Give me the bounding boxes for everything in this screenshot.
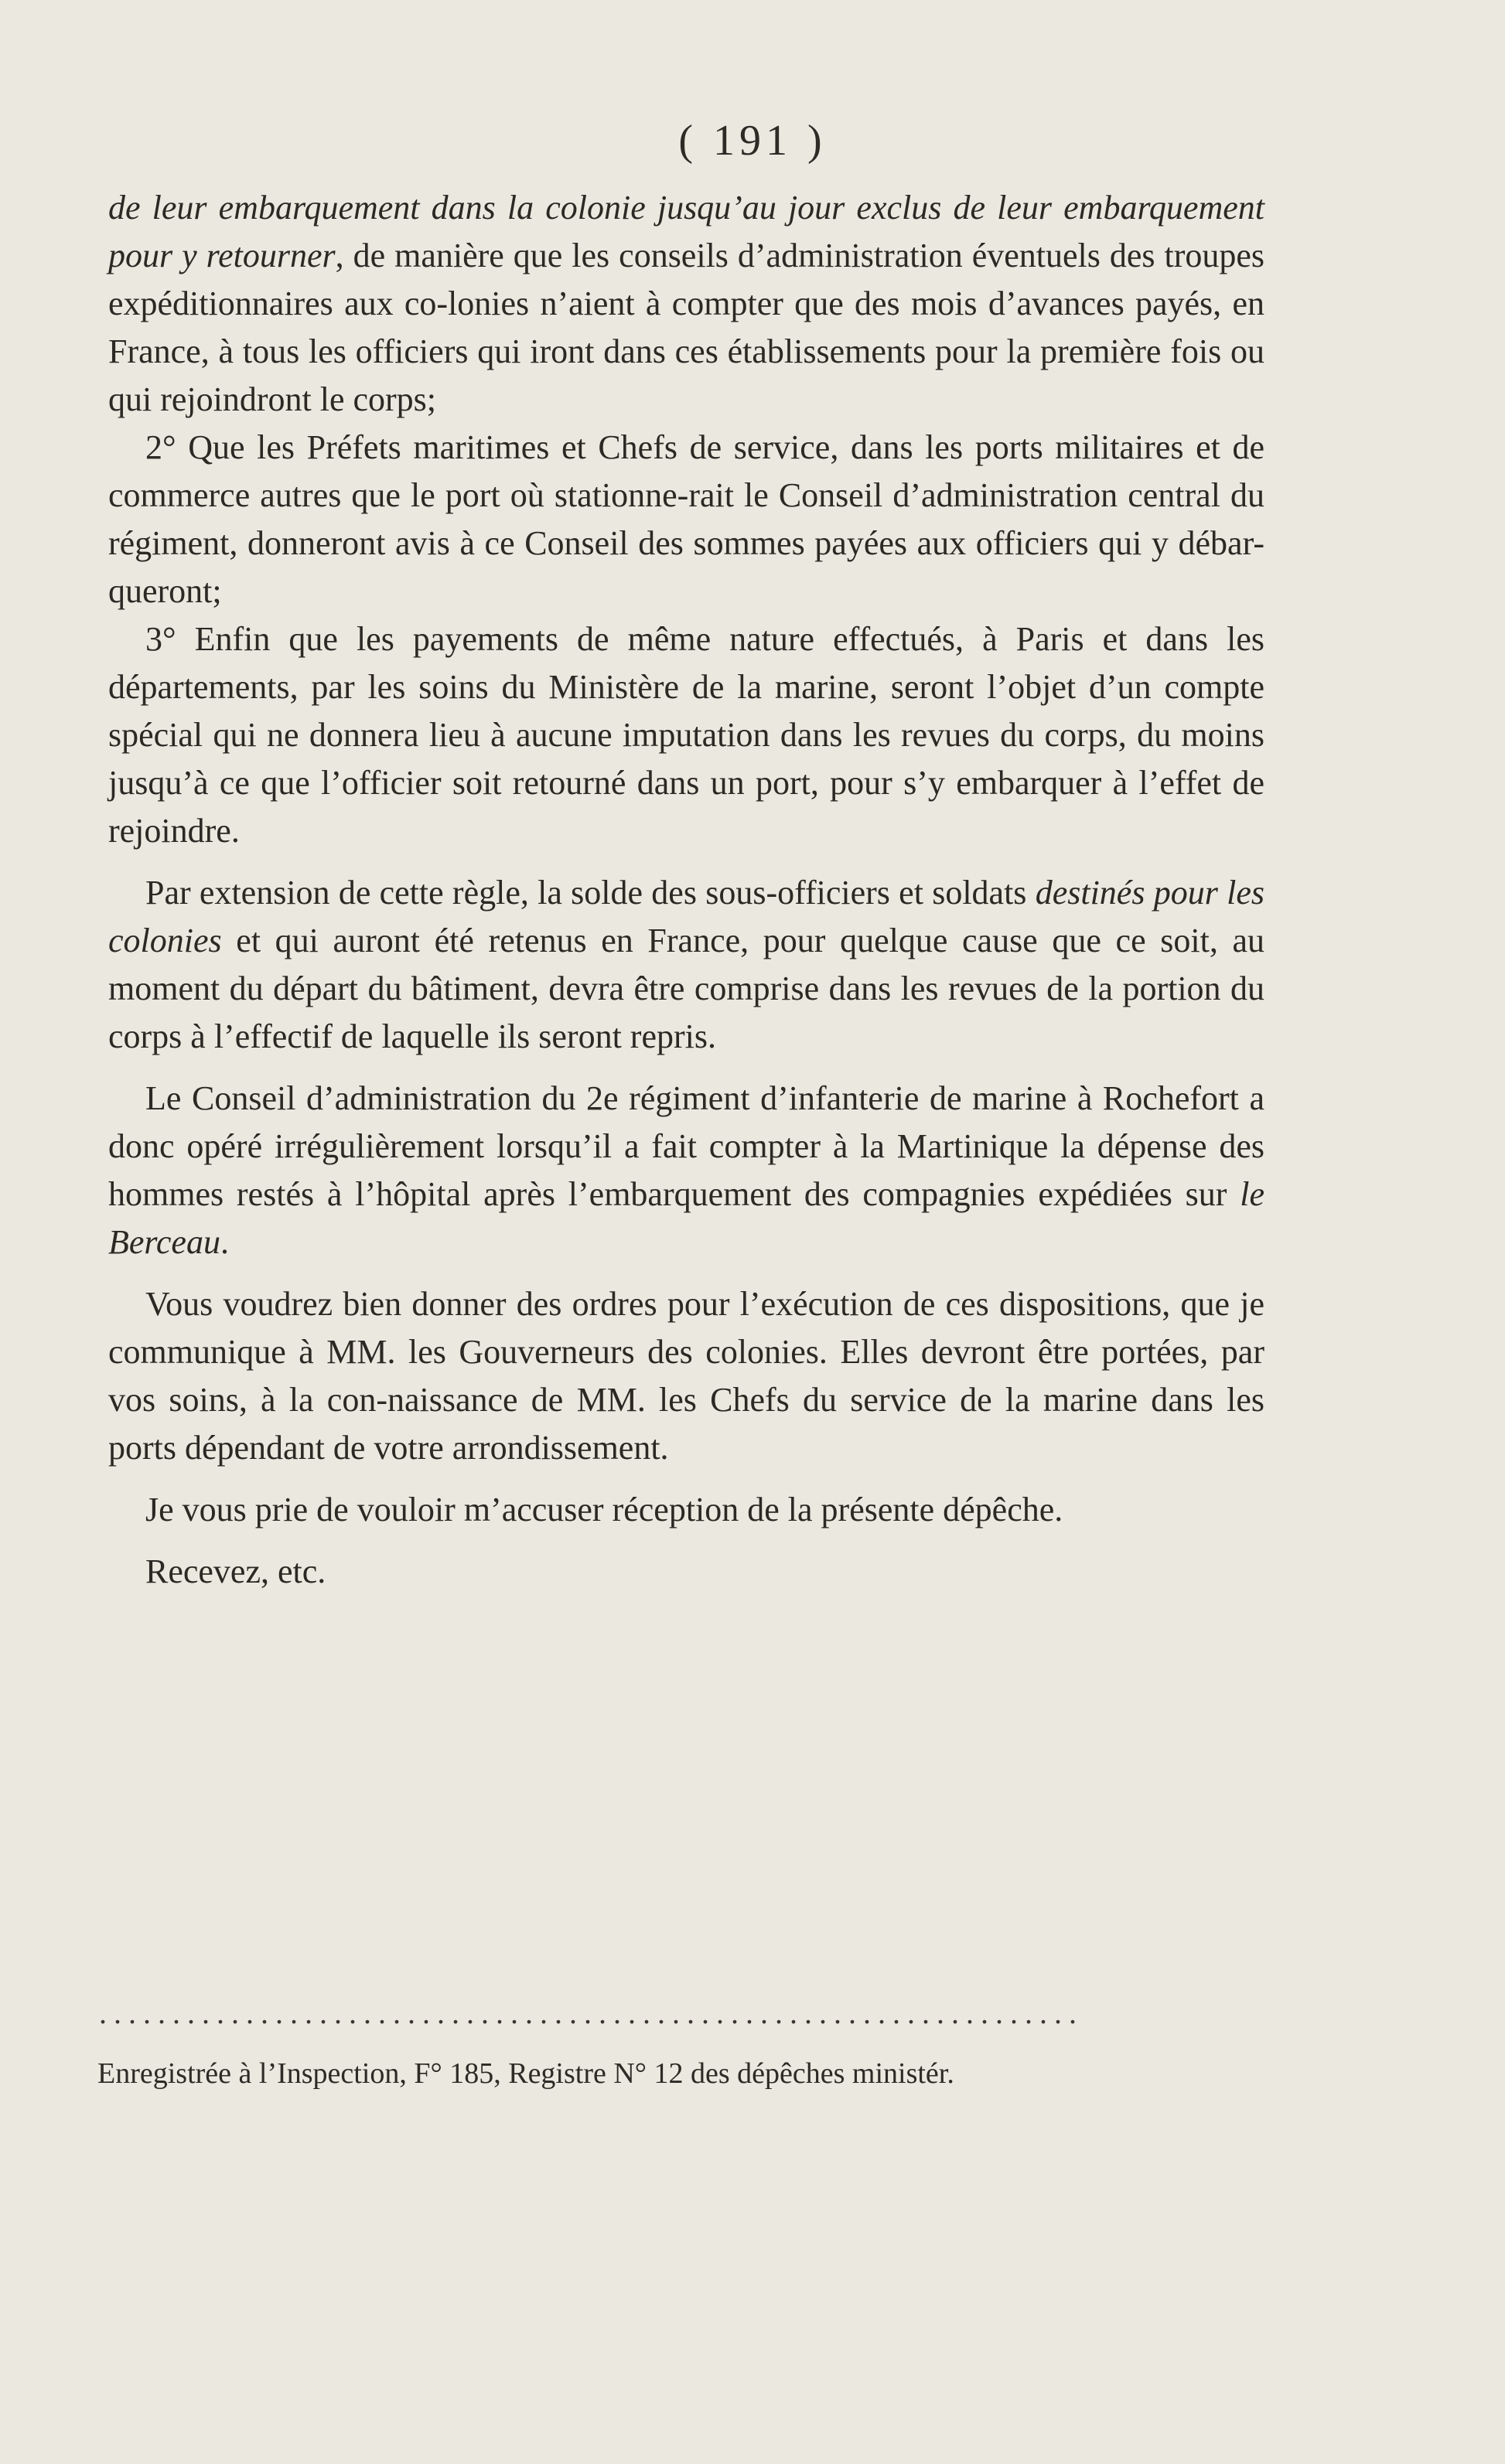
text-segment-italic: le Berceau <box>108 1175 1264 1261</box>
paragraph <box>108 1075 1264 1266</box>
paragraph <box>108 184 1264 424</box>
paragraph <box>108 1548 1264 1596</box>
paragraph <box>108 1280 1264 1472</box>
text-segment: Vous voudrez bien donner des ordres pour l’exécution de ces dispositions, que je communique à MM. les Gouverneurs des colonies. Elles devront être portées, par vos soins, à la con-naissance de MM. les Chefs du service de la marine dans les ports dépendant de votre arrondissement. <box>108 1285 1264 1467</box>
text-segment: Par extension de cette règle, la solde des sous-officiers et soldats <box>145 874 1036 912</box>
page-number: ( 191 ) <box>678 117 827 165</box>
text-segment: . <box>220 1223 229 1261</box>
text-segment: et qui auront été retenus en France, pour quelque cause que ce soit, au moment du départ du bâtiment, devra être comprise dans les revues de la portion du corps à l’effectif de laquelle ils seront repris. <box>108 922 1264 1055</box>
text-segment: Le Conseil d’administration du 2e régiment d’infanterie de marine à Rochefort a donc opéré irrégulièrement lorsqu’il a fait compter à la Martinique la dépense des hommes restés à l’hôpital après l’embarquement des compagnies expédiées sur <box>108 1079 1264 1213</box>
body-text <box>108 184 1264 1596</box>
text-segment: , de manière que les conseils d’administration éventuels des troupes expéditionnaires aux co-lonies n’aient à compter que des mois d’avances payés, en France, à tous les officiers qui iront dans ces établissements pour la première fois ou qui rejoindront le corps; <box>108 237 1265 418</box>
paragraph <box>108 869 1264 1061</box>
paragraph <box>108 424 1264 615</box>
text-segment: Recevez, etc. <box>145 1552 326 1590</box>
text-segment-italic: de leur embarquement dans la colonie jusqu’au jour exclus de leur embarquement pour y retourner <box>108 189 1264 274</box>
text-segment: Je vous prie de vouloir m’accuser réception de la présente dépêche. <box>145 1491 1063 1528</box>
text-segment: 3° Enfin que les payements de même nature effectués, à Paris et dans les départements, par les soins du Ministère de la marine, seront l’objet d’un compte spécial qui ne donnera lieu à aucune imputation dans les revues du corps, du moins jusqu’à ce que l’officier soit retourné dans un port, pour s’y embarquer à l’effet de rejoindre. <box>108 620 1264 850</box>
dotted-separator: ................................................................... <box>99 1995 1084 2030</box>
paragraph <box>108 615 1264 855</box>
text-segment: 2° Que les Préfets maritimes et Chefs de service, dans les ports militaires et de commerce autres que le port où stationne-rait le Conseil d’administration central du régiment, donneront avis à ce Conseil des sommes payées aux officiers qui y débar-queront; <box>108 428 1264 610</box>
text-segment-italic: destinés pour les colonies <box>108 874 1264 959</box>
registration-note: Enregistrée à l’Inspection, F° 185, Registre N° 12 des dépêches ministér. <box>97 2057 954 2090</box>
paragraph <box>108 1486 1264 1534</box>
